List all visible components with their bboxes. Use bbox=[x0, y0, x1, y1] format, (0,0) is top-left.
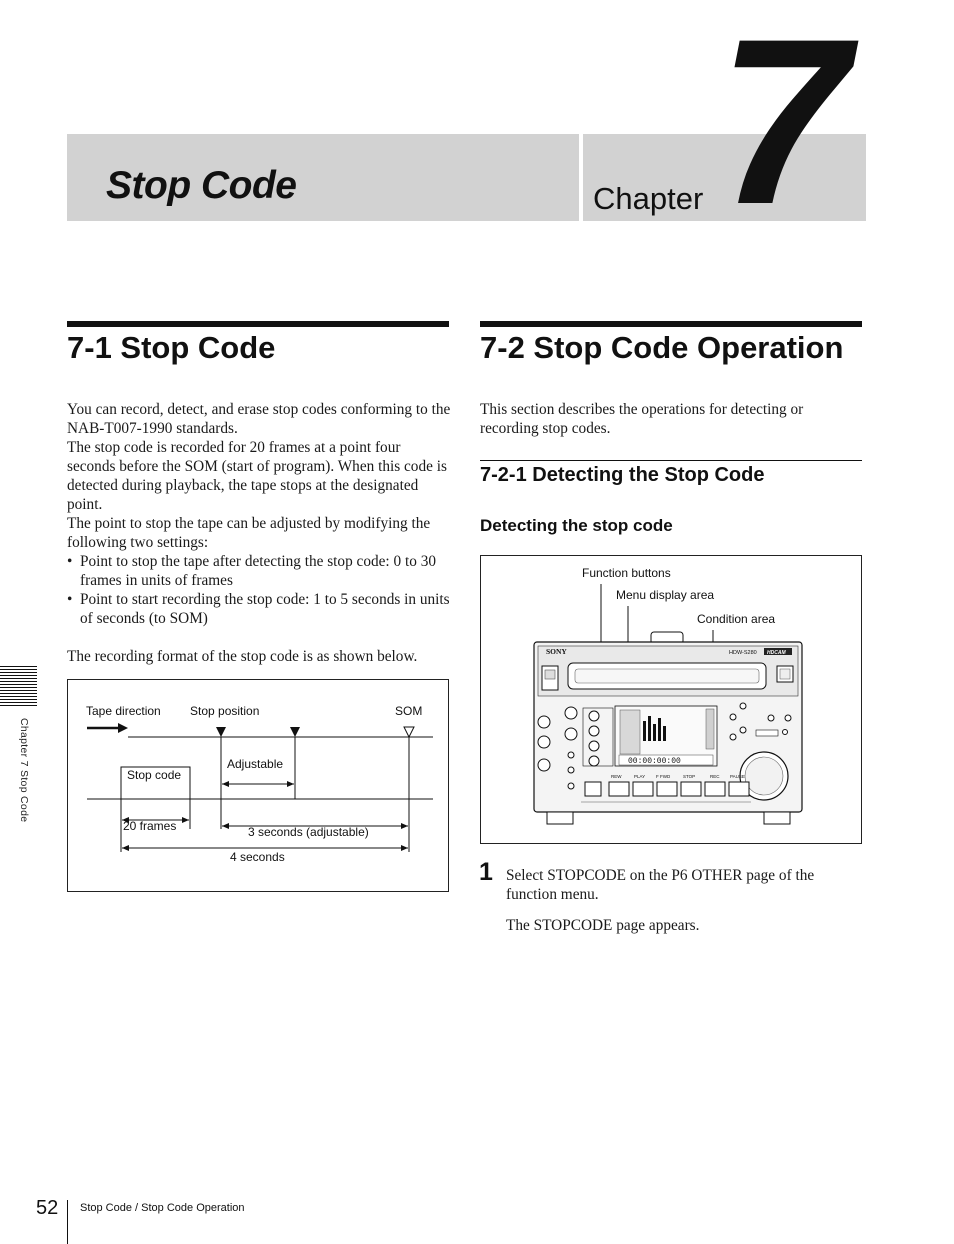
section1-bullet: • Point to start recording the stop code: 1 to 5 seconds in units of seconds (to SOM) bbox=[67, 590, 451, 628]
section2-intro: This section describes the operations for detecting or recording stop codes. bbox=[480, 401, 804, 437]
format-badge: HDCAM bbox=[767, 650, 786, 656]
footer-running-title: Stop Code / Stop Code Operation bbox=[80, 1202, 245, 1214]
side-tab-label: Chapter 7 Stop Code bbox=[18, 718, 30, 823]
section2-heading: 7-2 Stop Code Operation bbox=[480, 330, 844, 365]
transport-label-stop: STOP bbox=[683, 774, 696, 779]
timecode-readout: 00:00:00:00 bbox=[628, 757, 681, 766]
subsection-rule bbox=[480, 460, 862, 461]
tape-direction-arrow-head bbox=[118, 723, 128, 733]
section1-paragraph: The point to stop the tape can be adjusted by modifying the following two settings: bbox=[67, 515, 431, 551]
page-number: 52 bbox=[36, 1197, 59, 1219]
label-stop-position: Stop position bbox=[190, 704, 260, 718]
step-number: 1 bbox=[479, 858, 493, 886]
label-4-seconds: 4 seconds bbox=[230, 850, 285, 864]
subsection-heading: 7-2-1 Detecting the Stop Code bbox=[480, 464, 765, 486]
transport-label-rew: REW bbox=[611, 774, 622, 779]
label-som: SOM bbox=[395, 704, 423, 718]
label-stop-code: Stop code bbox=[127, 768, 182, 782]
section2-rule bbox=[480, 321, 862, 327]
callout-menu-display-area: Menu display area bbox=[616, 588, 715, 602]
label-adjustable: Adjustable bbox=[227, 757, 284, 771]
label-20-frames: 20 frames bbox=[123, 819, 177, 833]
chapter-title: Stop Code bbox=[106, 164, 297, 207]
section1-heading: 7-1 Stop Code bbox=[67, 330, 276, 365]
model-name: HDW-S280 bbox=[729, 650, 757, 656]
brand-logo: SONY bbox=[546, 647, 567, 656]
stop-code-diagram bbox=[67, 679, 449, 892]
label-tape-direction: Tape direction bbox=[86, 704, 161, 718]
transport-label-rec: REC bbox=[710, 774, 720, 779]
footer-divider bbox=[67, 1200, 68, 1244]
section1-bullet: • Point to stop the tape after detecting the stop code: 0 to 30 frames in units of frames bbox=[67, 552, 451, 590]
stop-position-marker-1 bbox=[216, 727, 226, 737]
stop-position-marker-2 bbox=[290, 727, 300, 737]
callout-condition-area: Condition area bbox=[697, 612, 776, 626]
chapter-number: 7 bbox=[718, 0, 850, 254]
section1-paragraph: You can record, detect, and erase stop codes conforming to the NAB-T007-1990 standards. bbox=[67, 401, 451, 437]
section1-paragraph: The stop code is recorded for 20 frames at a point four seconds before the SOM (start of program). When this code is detected during playback, the tape stops at the designated point. bbox=[67, 439, 447, 513]
transport-label-ffwd: F FWD bbox=[656, 774, 671, 779]
subsubsection-heading: Detecting the stop code bbox=[480, 516, 673, 535]
chapter-label: Chapter bbox=[593, 181, 704, 216]
section1-closing: The recording format of the stop code is as shown below. bbox=[67, 648, 418, 665]
label-3-seconds: 3 seconds (adjustable) bbox=[248, 825, 369, 839]
step1-result: The STOPCODE page appears. bbox=[506, 917, 700, 934]
som-marker bbox=[404, 727, 414, 737]
transport-label-play: PLAY bbox=[634, 774, 646, 779]
side-tab-marker bbox=[0, 664, 37, 706]
device-figure bbox=[480, 555, 862, 844]
section1-rule bbox=[67, 321, 449, 327]
vtr-front-panel bbox=[481, 556, 861, 843]
section1-body bbox=[67, 400, 451, 666]
transport-label-pause: PAUSE bbox=[730, 774, 745, 779]
step1-text: Select STOPCODE on the P6 OTHER page of the function menu. bbox=[506, 867, 815, 903]
callout-function-buttons: Function buttons bbox=[582, 566, 671, 580]
